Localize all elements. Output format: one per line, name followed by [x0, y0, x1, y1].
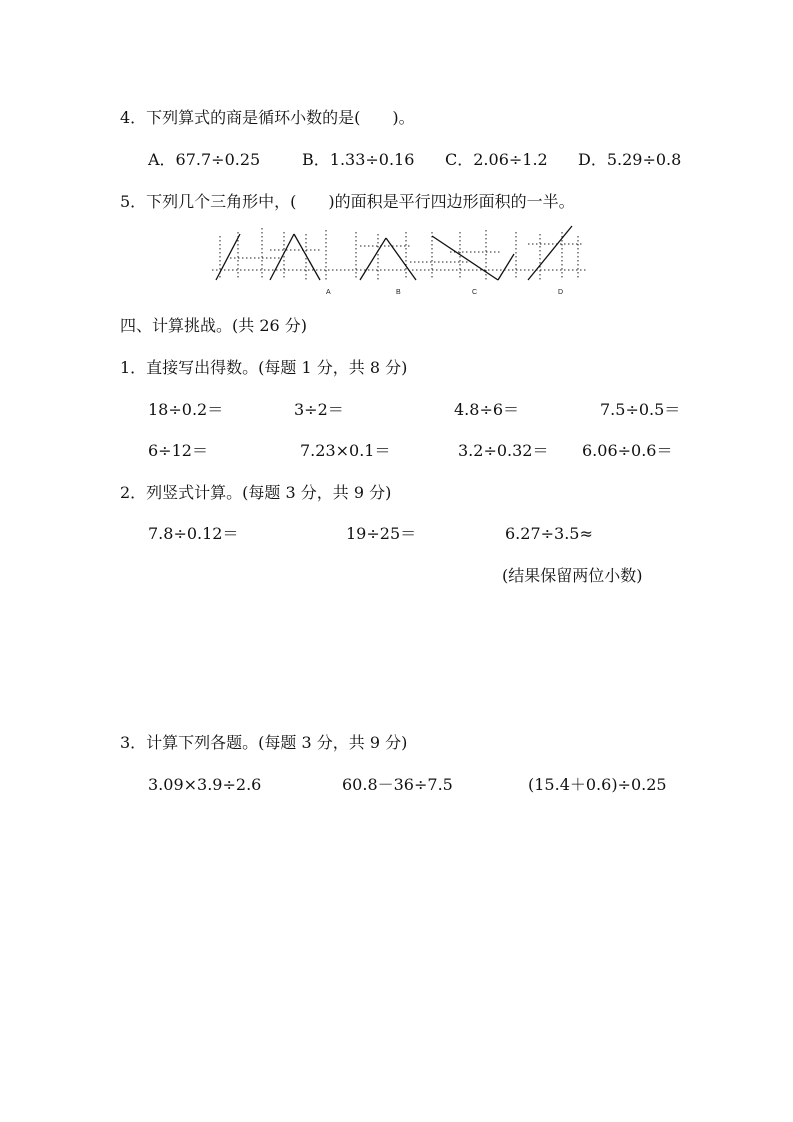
oral-calc-8: 6.06÷0.6＝: [582, 441, 673, 460]
question-5-stem: 5．下列几个三角形中，( )的面积是平行四边形面积的一半。: [120, 192, 575, 211]
question-4-option-a: A．67.7÷0.25: [148, 150, 261, 169]
figure-label-c: C: [472, 289, 478, 296]
oral-calc-3: 4.8÷6＝: [454, 400, 520, 419]
dotted-grid: [212, 228, 588, 280]
vertical-calc-1: 7.8÷0.12＝: [148, 524, 239, 543]
oral-calc-5: 6÷12＝: [148, 441, 208, 460]
figure-outlines: [216, 226, 572, 280]
figure-label-b: B: [396, 289, 401, 296]
figure-label-d: D: [558, 289, 564, 296]
mixed-calc-3: (15.4＋0.6)÷0.25: [528, 775, 667, 794]
rounding-note: (结果保留两位小数): [502, 566, 643, 585]
mixed-calc-2: 60.8－36÷7.5: [342, 775, 453, 794]
oral-calc-1: 18÷0.2＝: [148, 400, 224, 419]
question-4-option-b: B．1.33÷0.16: [302, 150, 415, 169]
question-4-option-d: D．5.29÷0.8: [578, 150, 682, 169]
oral-calc-2: 3÷2＝: [294, 400, 344, 419]
part-1-title: 1．直接写出得数。(每题 1 分，共 8 分): [120, 358, 408, 377]
part-2-title: 2．列竖式计算。(每题 3 分，共 9 分): [120, 483, 392, 502]
question-4-stem: 4．下列算式的商是循环小数的是( )。: [120, 108, 415, 127]
question-4-option-c: C．2.06÷1.2: [445, 150, 548, 169]
oral-calc-7: 3.2÷0.32＝: [458, 441, 549, 460]
oral-calc-6: 7.23×0.1＝: [300, 441, 391, 460]
part-3-title: 3．计算下列各题。(每题 3 分，共 9 分): [120, 733, 408, 752]
triangles-parallelogram-figure: [210, 222, 590, 298]
vertical-calc-2: 19÷25＝: [346, 524, 417, 543]
section-4-heading: 四、计算挑战。(共 26 分): [120, 316, 308, 335]
vertical-calc-3: 6.27÷3.5≈: [505, 524, 593, 543]
figure-label-a: A: [326, 289, 331, 296]
mixed-calc-1: 3.09×3.9÷2.6: [148, 775, 262, 794]
oral-calc-4: 7.5÷0.5＝: [600, 400, 681, 419]
